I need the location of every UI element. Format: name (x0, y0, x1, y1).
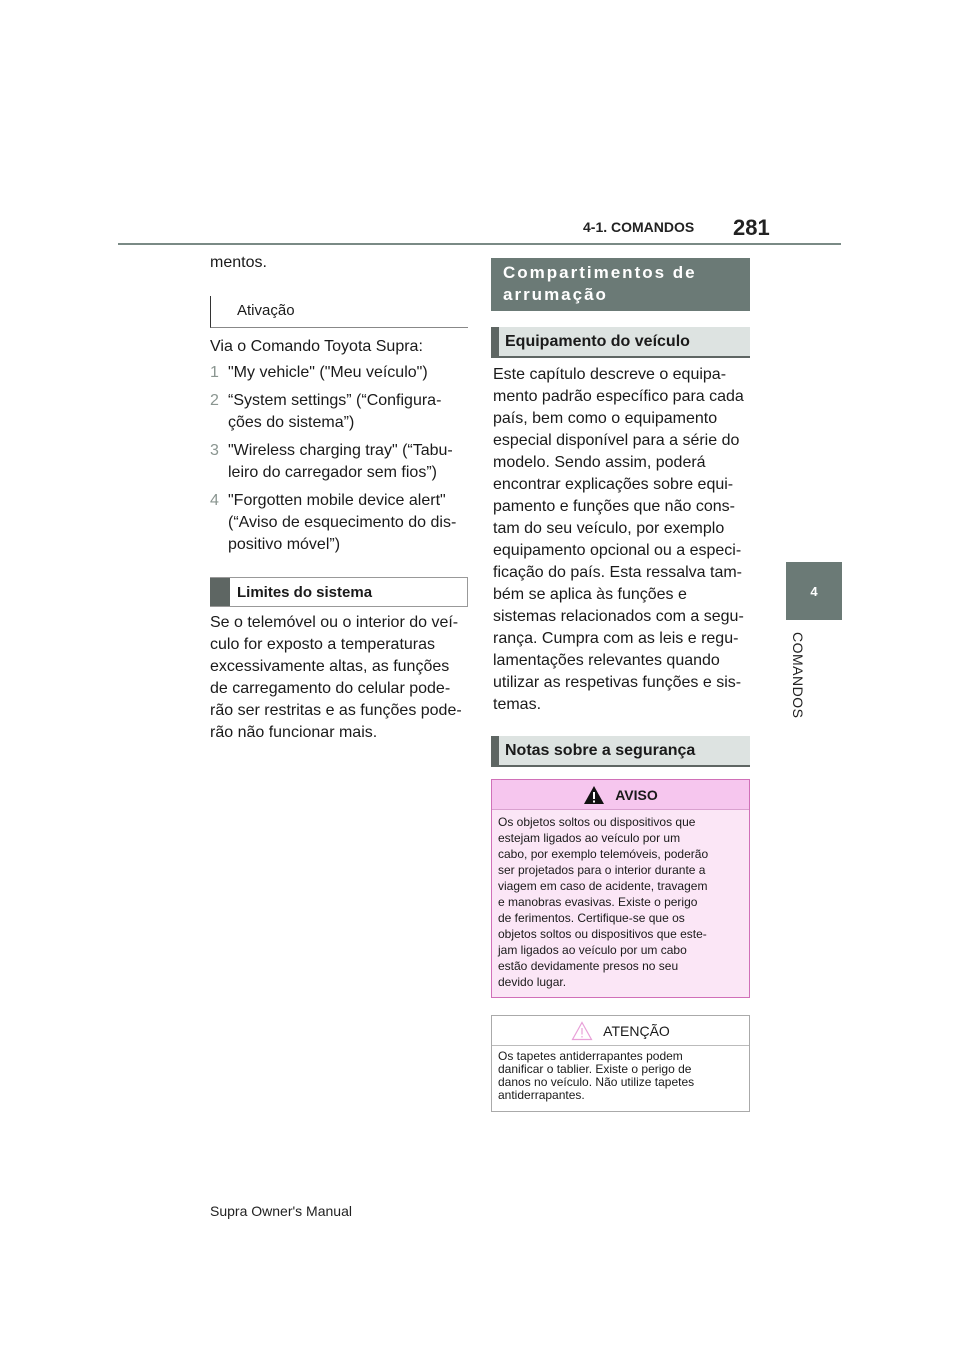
footer-manual-title: Supra Owner's Manual (210, 1203, 352, 1219)
header-divider (118, 243, 841, 245)
safety-heading: Notas sobre a segurança (491, 736, 750, 767)
caution-box (491, 1015, 750, 1112)
warning-title: AVISO (615, 786, 658, 803)
chapter-tab: 4 (786, 562, 842, 620)
step-number: 2 (210, 392, 219, 409)
step-4 (210, 490, 472, 556)
step-text: "Wireless charging tray" (“Tabu- leiro do carregador sem fios”) (228, 442, 453, 481)
warning-text: Os objetos soltos ou dispositivos que estejam ligados ao veículo por um cabo, por exemplo telemóveis, poderão ser projetados para o interior durante a viagem em caso de acidente, travagem e manobras evasivas. Existe o perigo de ferimentos. Certifique-se que os objetos soltos ou dispositivos que este- jam ligados ao veículo por um cabo estão devidamente presos no seu devido lugar. (498, 815, 709, 989)
equipment-text: Este capítulo descreve o equipa- mento padrão específico para cada país, bem como o equipamento especial disponível para a série do modelo. Sendo assim, poderá encontrar explicações sobre equi- pamento e funções que não cons- tam do seu veículo, por exemplo equipamento opcional ou a especi- ficação do país. Esta ressalva tam- bém se aplica às funções e sistemas relacionados com a segu- rança. Cumpra com as leis e regu- lamentações relevantes quando utilizar as respetivas funções e sis- temas. (493, 366, 744, 713)
step-2 (210, 390, 472, 434)
equipment-heading: Equipamento do veículo (491, 327, 750, 358)
warning-box (491, 779, 750, 998)
via-text: Via o Comando Toyota Supra: (210, 338, 423, 355)
limits-heading-label: Limites do sistema (237, 583, 373, 601)
step-number: 3 (210, 442, 219, 459)
section-title: Compartimentos de arrumação (491, 258, 750, 311)
step-text: "Forgotten mobile device alert" (“Aviso de esquecimento do dis- positivo móvel”) (228, 492, 457, 553)
warning-triangle-icon (583, 785, 605, 805)
limits-text: Se o telemóvel ou o interior do veí- culo for exposto a temperaturas excessivamente altas, as funções de carregamento do celular pode- rão ser restritas e as funções pode- rão não funcionar mais. (210, 614, 462, 741)
caution-triangle-icon (571, 1021, 593, 1041)
intro-fragment: mentos. (210, 254, 267, 271)
step-text: “System settings” (“Configura- ções do sistema”) (228, 392, 442, 431)
activation-heading: Ativação (210, 296, 468, 328)
step-number: 1 (210, 364, 219, 381)
step-text: "My vehicle" ("Meu veículo") (228, 364, 428, 381)
caution-title: ATENÇÃO (603, 1022, 670, 1039)
step-number: 4 (210, 492, 219, 509)
warning-header (492, 780, 749, 810)
header-section-title: 4-1. COMANDOS (583, 219, 695, 235)
page-number: 281 (733, 215, 770, 240)
step-1 (210, 362, 472, 384)
caution-header (492, 1016, 749, 1046)
caution-text: Os tapetes antiderrapantes podem danificar o tablier. Existe o perigo de danos no veículo. Não utilize tapetes antiderrapantes. (498, 1049, 695, 1102)
step-3 (210, 440, 472, 484)
heading-marker (210, 578, 230, 606)
chapter-tab-label: COMANDOS (790, 632, 806, 719)
limits-heading (210, 577, 468, 607)
